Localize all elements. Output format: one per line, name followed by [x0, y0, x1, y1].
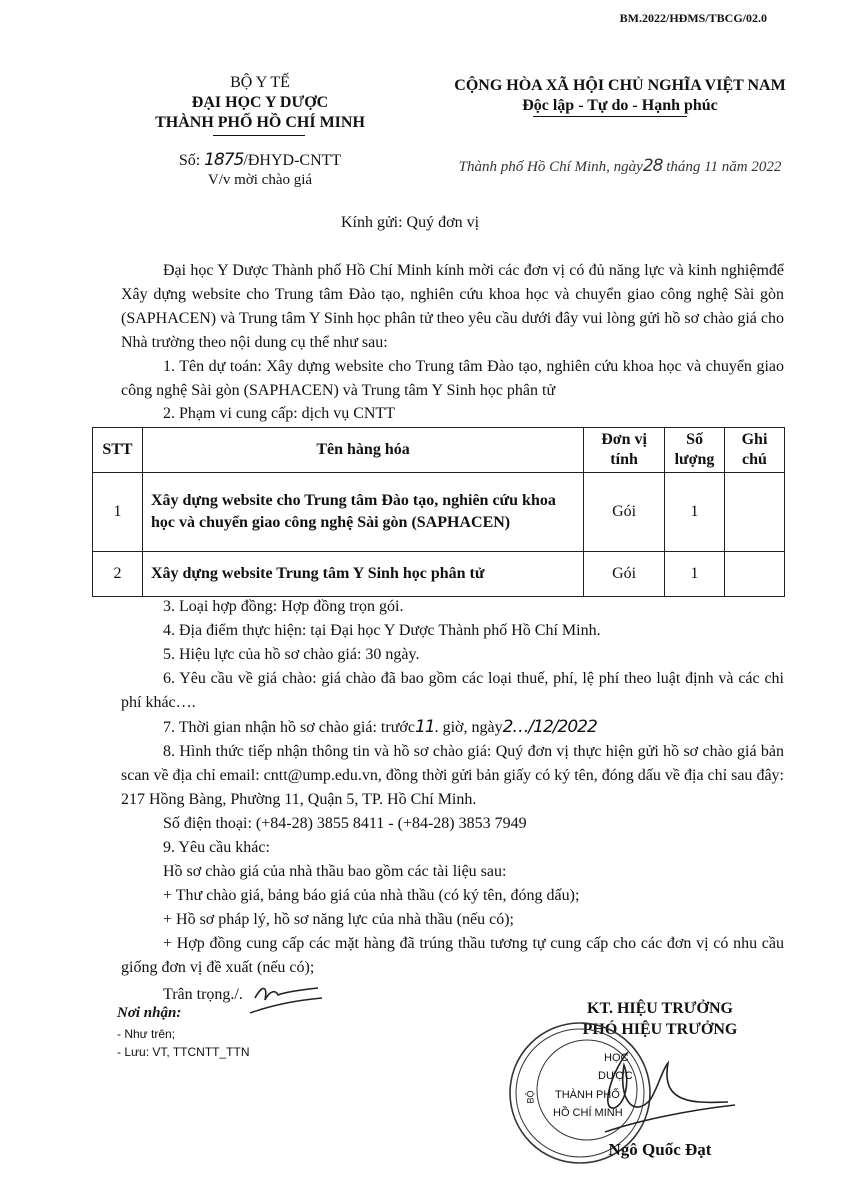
deadline-prefix: 7. Thời gian nhận hồ sơ chào giá: trước	[163, 719, 415, 736]
recipient-item: - Như trên;	[117, 1027, 176, 1041]
date-day-handwritten: 28	[642, 156, 663, 176]
country-name: CỘNG HÒA XÃ HỘI CHỦ NGHĨA VIỆT NAM	[454, 77, 786, 94]
header-unit: Đơn vị tính	[584, 428, 665, 473]
item-1-estimate-name: 1. Tên dự toán: Xây dựng website cho Trung tâm Đào tạo, nghiên cứu khoa học và chuyển giao công nghệ Sài gòn (SAPHACEN) và Trung tâm Y Sinh học phân tử	[121, 358, 784, 399]
principal-signature	[605, 1052, 735, 1132]
university-name-line2: THÀNH PHỐ HỒ CHÍ MINH	[155, 114, 365, 131]
deadline-mid: . giờ, ngày	[434, 719, 503, 736]
intro-paragraph: Đại học Y Dược Thành phố Hồ Chí Minh kính mời các đơn vị có đủ năng lực và kinh nghiệmđể Xây dựng website cho Trung tâm Đào tạo, nghiên cứu khoa học và chuyển giao công nghệ Sài gòn (SAPHACEN) và Trung tâm Y Sinh học phân tử theo yêu cầu dưới đây vui lòng gửi hồ sơ chào giá cho Nhà trường theo nội dung cụ thể như sau:	[121, 262, 784, 351]
university-name-line1: ĐẠI HỌC Y DƯỢC	[191, 94, 329, 111]
cell-quantity: 1	[665, 473, 725, 552]
form-code: BM.2022/HĐMS/TBCG/02.0	[619, 11, 767, 25]
cell-stt: 2	[93, 552, 143, 597]
document-subject: V/v mời chào giá	[207, 172, 313, 188]
bid-doc-contracts: + Hợp đồng cung cấp các mặt hàng đã trúng thầu tương tự cung cấp cho các đơn vị có nhu cầu giống đơn vị đề xuất (nếu có);	[121, 935, 784, 976]
signer-title-line1: KT. HIỆU TRƯỞNG	[587, 1000, 733, 1017]
document-number-suffix: /ĐHYD-CNTT	[243, 152, 342, 169]
national-motto: Độc lập - Tự do - Hạnh phúc	[522, 97, 718, 114]
item-8-submission-method: 8. Hình thức tiếp nhận thông tin và hồ sơ chào giá: Quý đơn vị thực hiện gửi hồ sơ chào giá bản scan về địa chỉ email: cntt@ump.edu.vn, đồng thời gửi bản giấy có ký tên, đóng dấu về địa chỉ sau đây: 217 Hồng Bàng, Phường 11, Quận 5, TP. Hồ Chí Minh.	[121, 743, 784, 808]
cell-stt: 1	[93, 473, 143, 552]
cell-quantity: 1	[665, 552, 725, 597]
header-item-name: Tên hàng hóa	[142, 428, 583, 473]
signer-name: Ngô Quốc Đạt	[608, 1140, 712, 1159]
recipients-label: Nơi nhận:	[117, 1005, 182, 1021]
deadline-date-handwritten: 2…/12/2022	[502, 717, 597, 737]
bid-doc-legal: + Hồ sơ pháp lý, hồ sơ năng lực của nhà thầu (nếu có);	[163, 911, 514, 928]
item-2-scope: 2. Phạm vi cung cấp: dịch vụ CNTT	[163, 405, 395, 422]
bid-docs-intro: Hồ sơ chào giá của nhà thầu bao gồm các tài liệu sau:	[163, 863, 507, 880]
date-suffix: tháng 11 năm 2022	[662, 159, 782, 175]
header-quantity: Số lượng	[665, 428, 725, 473]
cell-item-name: Xây dựng website Trung tâm Y Sinh học phân tử	[142, 552, 583, 597]
initials-signature	[250, 988, 322, 1013]
document-number-prefix: Số:	[178, 152, 205, 169]
bid-doc-quotation: + Thư chào giá, bảng báo giá của nhà thầu (có ký tên, đóng dấu);	[163, 887, 580, 904]
document-number-handwritten: 1875	[204, 150, 244, 170]
header-stt: STT	[93, 428, 143, 473]
stamp-text-thanh-pho: THÀNH PHỐ	[555, 1089, 620, 1101]
salutation: Kính gửi: Quý đơn vị	[340, 214, 480, 231]
closing-remark: Trân trọng./.	[163, 986, 243, 1003]
header-note: Ghi chú	[725, 428, 785, 473]
cell-unit: Gói	[584, 473, 665, 552]
item-4-location: 4. Địa điểm thực hiện: tại Đại học Y Dược Thành phố Hồ Chí Minh.	[163, 622, 601, 639]
item-9-other-requirements: 9. Yêu cầu khác:	[163, 839, 270, 856]
stamp-text-ho-chi-minh: HỒ CHÍ MINH	[553, 1107, 623, 1119]
cell-unit: Gói	[584, 552, 665, 597]
date-prefix: Thành phố Hồ Chí Minh, ngày	[458, 159, 643, 175]
stamp-text-duoc: DƯỢC	[598, 1070, 633, 1082]
ministry-name: BỘ Y TẾ	[230, 74, 290, 91]
stamp-text-bo: BỘ	[525, 1090, 536, 1104]
item-5-validity: 5. Hiệu lực của hồ sơ chào giá: 30 ngày.	[163, 646, 420, 663]
deadline-hour-handwritten: 11	[414, 717, 435, 737]
item-6-price-requirement: 6. Yêu cầu về giá chào: giá chào đã bao gồm các loại thuế, phí, lệ phí theo luật định và các chi phí khác….	[121, 670, 784, 711]
cell-item-name: Xây dựng website cho Trung tâm Đào tạo, nghiên cứu khoa học và chuyển giao công nghệ Sài gòn (SAPHACEN)	[142, 473, 583, 552]
item-3-contract-type: 3. Loại hợp đồng: Hợp đồng trọn gói.	[163, 598, 404, 615]
stamp-text-hoc: HỌC	[604, 1052, 629, 1064]
signer-title-line2: PHÓ HIỆU TRƯỞNG	[582, 1021, 738, 1038]
recipient-item: - Lưu: VT, TTCNTT_TTN	[117, 1045, 250, 1059]
contact-phone: Số điện thoại: (+84-28) 3855 8411 - (+84-28) 3853 7949	[163, 815, 527, 832]
